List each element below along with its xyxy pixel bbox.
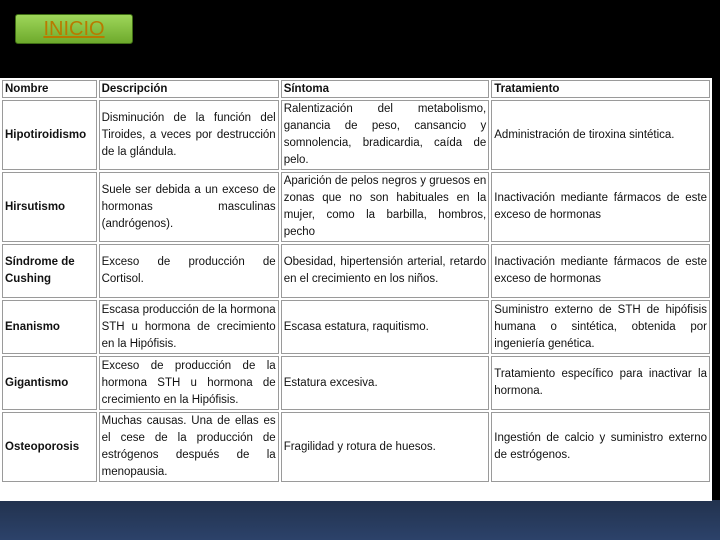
- header-nombre: Nombre: [2, 80, 97, 98]
- header-descripcion: Descripción: [99, 80, 279, 98]
- cell-descripcion: Escasa producción de la hormona STH u hormona de crecimiento en la Hipófisis.: [99, 300, 279, 354]
- cell-tratamiento: Tratamiento específico para inactivar la hormona.: [491, 356, 710, 410]
- cell-tratamiento: Suministro externo de STH de hipófisis humana o sintética, obtenida por ingeniería genética.: [491, 300, 710, 354]
- inicio-label: INICIO: [43, 17, 105, 40]
- cell-nombre: Osteoporosis: [2, 412, 97, 482]
- table-row: [2, 172, 710, 242]
- cell-nombre: Enanismo: [2, 300, 97, 354]
- cell-descripcion: Exceso de producción de la hormona STH u hormona de crecimiento en la Hipófisis.: [99, 356, 279, 410]
- cell-sintoma: Escasa estatura, raquitismo.: [281, 300, 490, 354]
- table-row: [2, 244, 710, 298]
- endocrine-disorders-table: [0, 78, 712, 501]
- header-sintoma: Síntoma: [281, 80, 490, 98]
- cell-sintoma: Obesidad, hipertensión arterial, retardo en el crecimiento en los niños.: [281, 244, 490, 298]
- table-header-row: [2, 80, 710, 98]
- cell-sintoma: Fragilidad y rotura de huesos.: [281, 412, 490, 482]
- table-row: [2, 412, 710, 482]
- cell-descripcion: Suele ser debida a un exceso de hormonas masculinas (andrógenos).: [99, 172, 279, 242]
- cell-descripcion: Muchas causas. Una de ellas es el cese de la producción de estrógenos después de la menopausia.: [99, 412, 279, 482]
- table-row: [2, 356, 710, 410]
- cell-nombre: Síndrome de Cushing: [2, 244, 97, 298]
- cell-tratamiento: Ingestión de calcio y suministro externo de estrógenos.: [491, 412, 710, 482]
- disorders-table: [0, 78, 712, 484]
- cell-tratamiento: Inactivación mediante fármacos de este exceso de hormonas: [491, 172, 710, 242]
- table-row: [2, 100, 710, 170]
- cell-sintoma: Ralentización del metabolismo, ganancia de peso, cansancio y somnolencia, bradicardia, caída de pelo.: [281, 100, 490, 170]
- cell-descripcion: Exceso de producción de Cortisol.: [99, 244, 279, 298]
- cell-nombre: Hipotiroidismo: [2, 100, 97, 170]
- cell-tratamiento: Inactivación mediante fármacos de este exceso de hormonas: [491, 244, 710, 298]
- header-tratamiento: Tratamiento: [491, 80, 710, 98]
- cell-sintoma: Estatura excesiva.: [281, 356, 490, 410]
- cell-sintoma: Aparición de pelos negros y gruesos en zonas que no son habituales en la mujer, como la barbilla, hombros, pecho: [281, 172, 490, 242]
- cell-nombre: Hirsutismo: [2, 172, 97, 242]
- background-gradient: [0, 500, 720, 540]
- cell-descripcion: Disminución de la función del Tiroides, a veces por destrucción de la glándula.: [99, 100, 279, 170]
- inicio-button[interactable]: [15, 14, 133, 44]
- cell-nombre: Gigantismo: [2, 356, 97, 410]
- table-row: [2, 300, 710, 354]
- cell-tratamiento: Administración de tiroxina sintética.: [491, 100, 710, 170]
